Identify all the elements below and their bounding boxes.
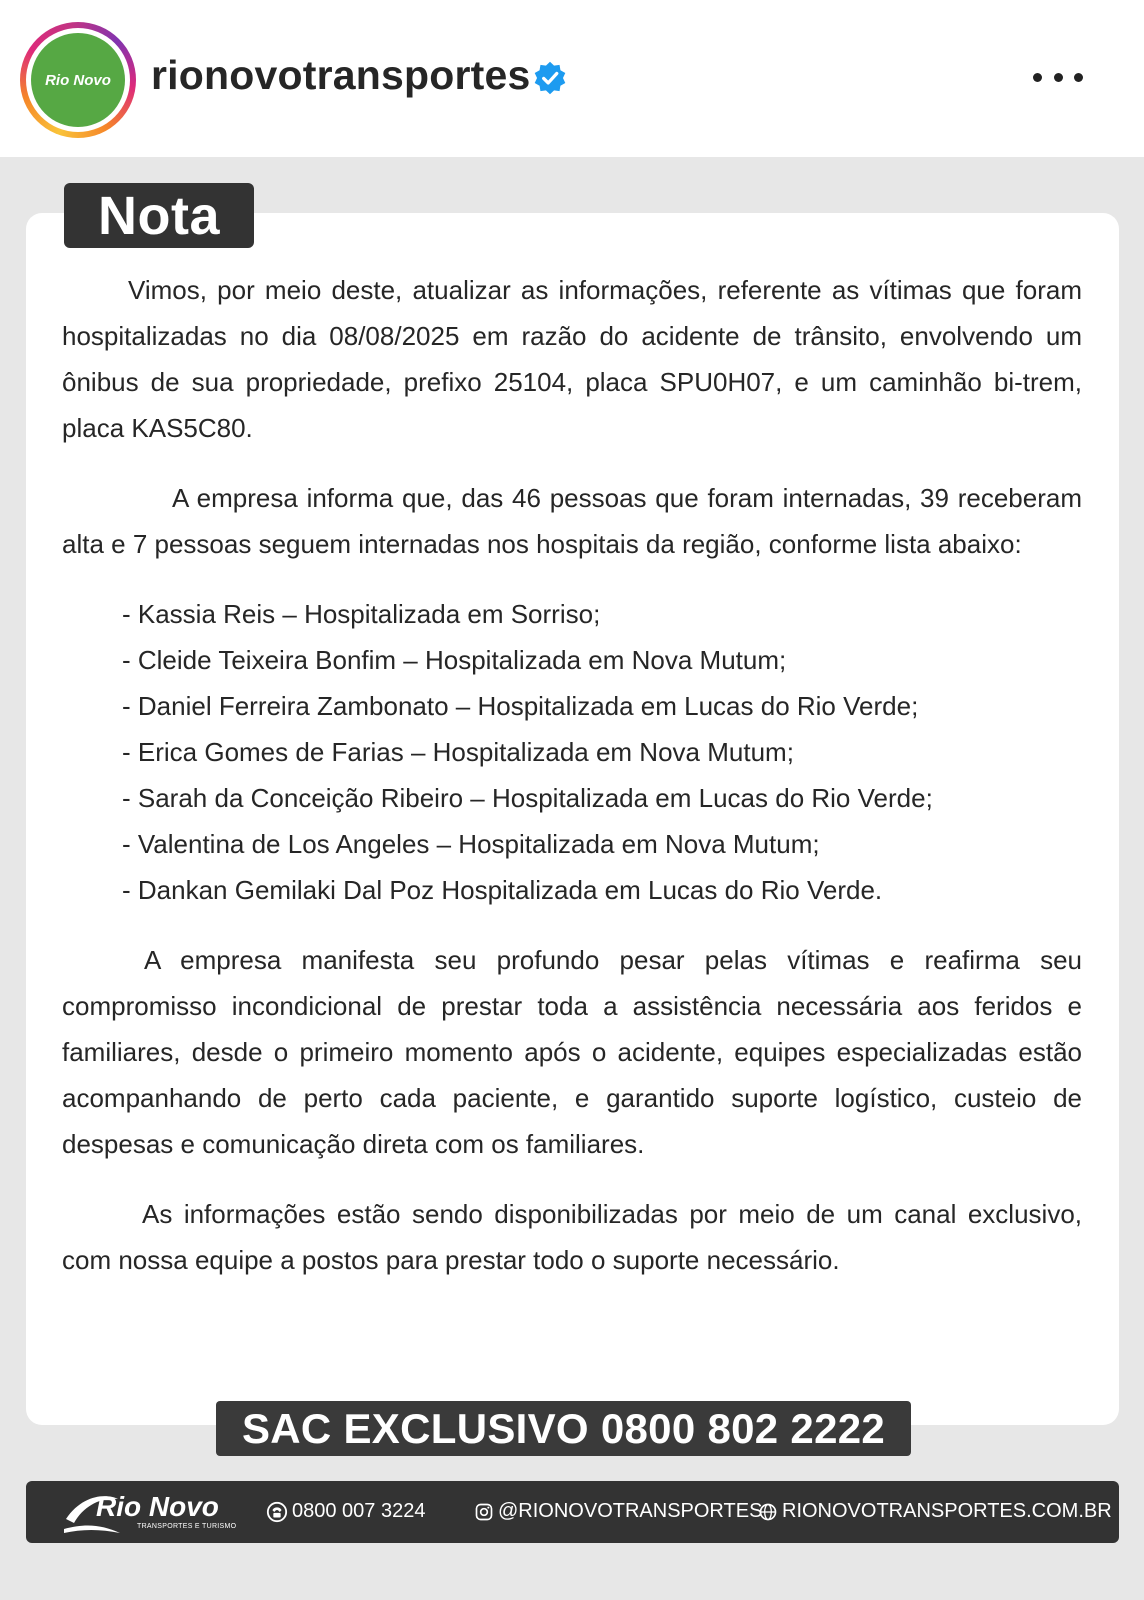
instagram-icon xyxy=(474,1502,494,1522)
username-link[interactable]: rionovotransportes xyxy=(151,52,531,98)
footer-logo-text: Rio Novo xyxy=(96,1491,219,1522)
sac-hotline-banner: SAC EXCLUSIVO 0800 802 2222 xyxy=(216,1401,911,1456)
footer-website: RIONOVOTRANSPORTES.COM.BR xyxy=(758,1500,1112,1523)
story-ring[interactable] xyxy=(20,22,136,138)
paragraph-condolences: A empresa manifesta seu profundo pesar pelas vítimas e reafirma seu compromisso incondicional de prestar toda a assistência necessária aos feridos e familiares, desde o primeiro momento após o acidente, equipes especializadas estão acompanhando de perto cada paciente, e garantido suporte logístico, custeio de despesas e comunicação direta com os familiares. xyxy=(62,945,1082,1159)
footer-logo xyxy=(62,1489,237,1535)
footer-instagram: @RIONOVOTRANSPORTES xyxy=(474,1500,762,1523)
paragraph-update: Vimos, por meio deste, atualizar as informações, referente as vítimas que foram hospitalizadas no dia 08/08/2025 em razão do acidente de trânsito, envolvendo um ônibus de sua propriedade, prefixo 25104, placa SPU0H07, e um caminhão bi-trem, placa KAS5C80. xyxy=(62,275,1082,443)
avatar[interactable] xyxy=(31,33,125,127)
footer-phone: 0800 007 3224 xyxy=(266,1500,425,1523)
footer-logo-subtitle: TRANSPORTES E TURISMO xyxy=(137,1523,237,1530)
note-body xyxy=(62,267,1082,1283)
list-item: - Kassia Reis – Hospitalizada em Sorriso; xyxy=(122,599,601,629)
post-image xyxy=(0,157,1144,1600)
list-item: - Sarah da Conceição Ribeiro – Hospitalizada em Lucas do Rio Verde; xyxy=(122,783,933,813)
list-item: - Erica Gomes de Farias – Hospitalizada em Nova Mutum; xyxy=(122,737,794,767)
verified-badge-icon xyxy=(532,60,568,96)
globe-icon xyxy=(758,1502,778,1522)
post-header xyxy=(0,0,1144,157)
list-item: - Daniel Ferreira Zambonato – Hospitalizada em Lucas do Rio Verde; xyxy=(122,691,919,721)
more-options-icon[interactable] xyxy=(1033,62,1083,92)
paragraph-channel: As informações estão sendo disponibilizadas por meio de um canal exclusivo, com nossa equipe a postos para prestar todo o suporte necessário. xyxy=(62,1199,1082,1275)
note-title: Nota xyxy=(64,183,254,248)
avatar-logo-text: Rio Novo xyxy=(45,71,111,89)
list-item: - Dankan Gemilaki Dal Poz Hospitalizada em Lucas do Rio Verde. xyxy=(122,875,883,905)
footer-bar xyxy=(26,1481,1119,1543)
paragraph-status: A empresa informa que, das 46 pessoas que foram internadas, 39 receberam alta e 7 pessoas seguem internadas nos hospitais da região, conforme lista abaixo: xyxy=(62,483,1082,559)
hospitalized-list xyxy=(62,591,1082,913)
list-item: - Valentina de Los Angeles – Hospitalizada em Nova Mutum; xyxy=(122,829,820,859)
list-item: - Cleide Teixeira Bonfim – Hospitalizada em Nova Mutum; xyxy=(122,645,787,675)
phone-icon xyxy=(266,1501,288,1523)
